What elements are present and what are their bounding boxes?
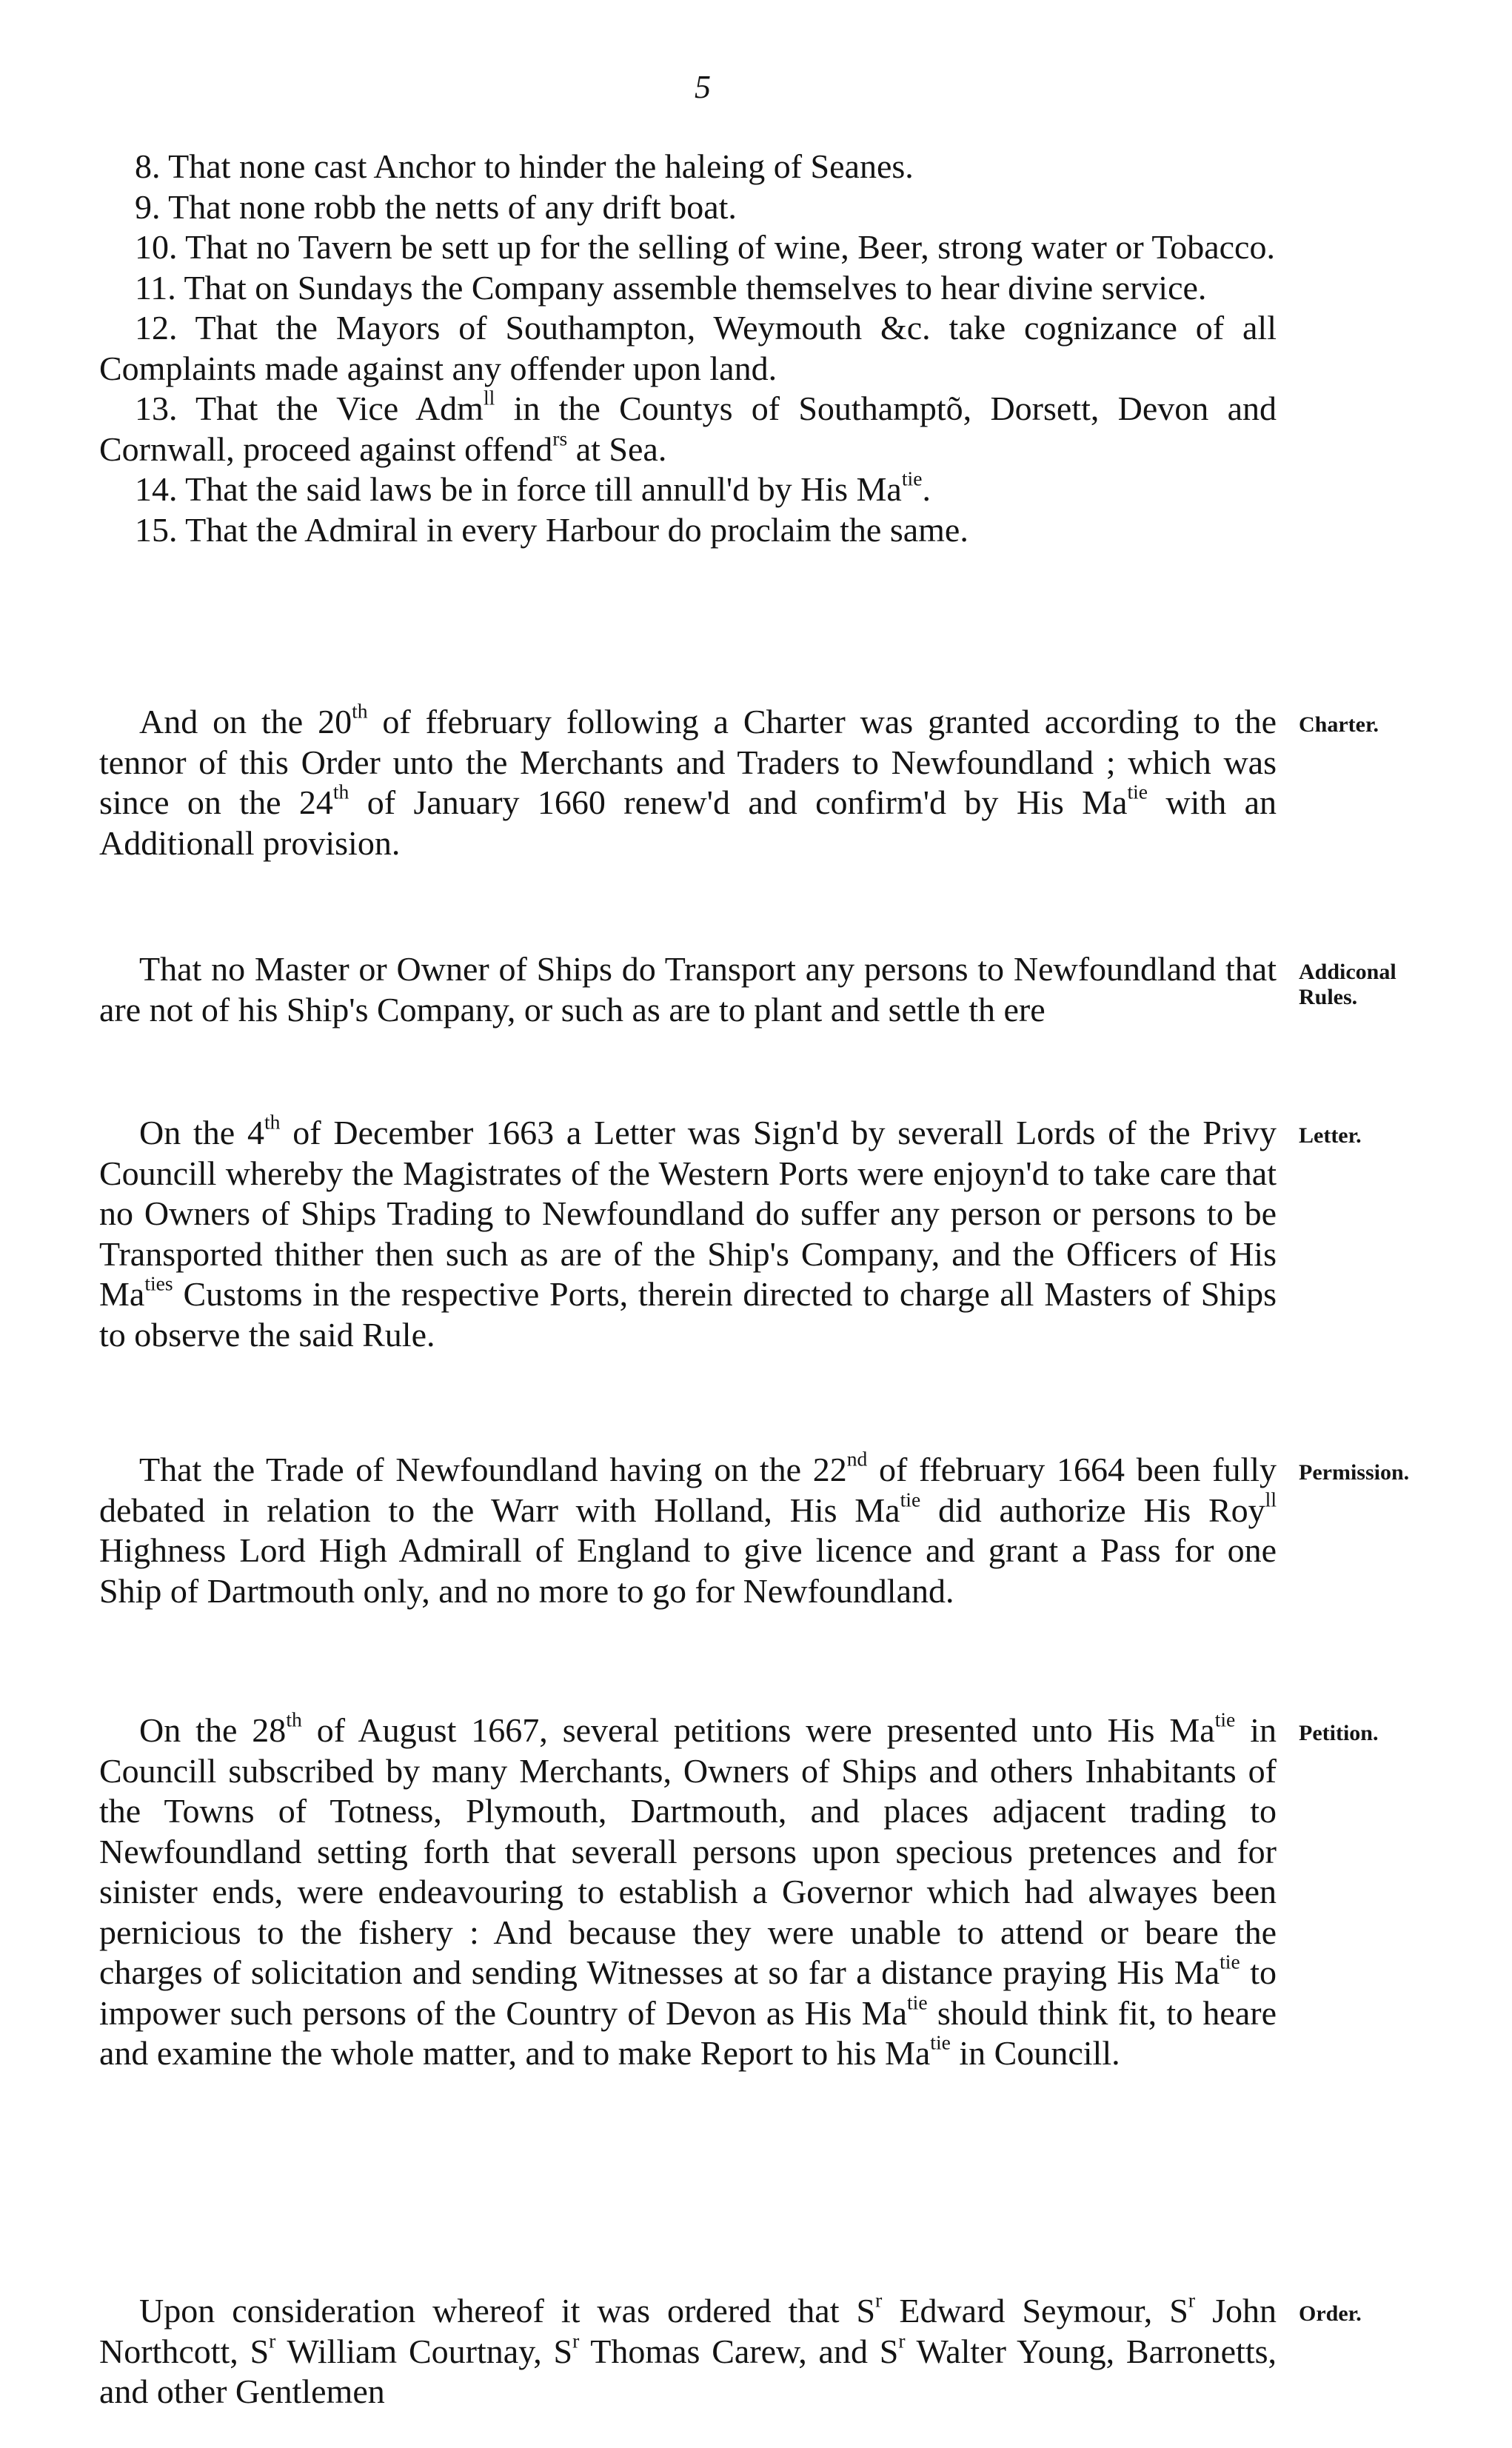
margin-note-letter: Letter. [1299,1123,1362,1148]
paragraph-order: Upon consideration whereof it was ordered that $S^r$ Edward Seymour, $S^r$ John Northcott, $S^r$ William Courtnay, $S^r$ Thomas Carew, and $S^r$ Walter Young, Barronetts, and other Gentlemen [99,2288,1277,2410]
margin-note-charter: Charter. [1299,712,1379,737]
margin-note-petition: Petition. [1299,1721,1379,1745]
paragraph-charter: And on the 20th of ffebruary following a Charter was granted according to the tennor of this Order unto the Merchants and Traders to Newfoundland ; which was since on the 24th of January 1660 renew'd and confirm'd by His $Ma^{tie}$ with an Additionall provision. [99,699,1277,862]
margin-note-order: Order. [1299,2301,1362,2326]
margin-note-rules: Addiconal Rules. [1299,960,1396,1009]
list-item: 8. That none cast Anchor to hinder the haleing of Seanes. [135,147,914,185]
margin-note-permission: Permission. [1299,1460,1410,1485]
list-item: 9. That none robb the netts of any drift boat. [135,187,737,226]
paragraph-permission: That the Trade of Newfoundland having on the 22nd of ffebruary 1664 been fully debated in relation to the Warr with Holland, His $Ma^{tie}$ did authorize His Roy$^{ll}$ Highness Lord High Admirall of England to give licence and grant a Pass for one Ship of Dartmouth only, and no more to go for Newfoundland. [99,1447,1277,1610]
list-item: 11. That on Sundays the Company assemble themselves to hear divine service. [135,268,1207,307]
list-item: 13. That the Vice Adm$^{ll}$ in the Countys of Southamptõ, Dorsett, Devon and Cornwall, proceed against offend$^{rs}$ at Sea. [99,386,1277,468]
list-item: 15. That the Admiral in every Harbour do proclaim the same. [135,510,969,549]
paragraph-rules: That no Master or Owner of Ships do Transport any persons to Newfoundland that are not of his Ship's Company, or such as are to plant and settle th ere [99,950,1277,1029]
numbered-list [99,147,1277,550]
list-item: 12. That the Mayors of Southampton, Weymouth &c. take cognizance of all Complaints made against any offender upon land. [99,309,1277,387]
paragraph-petition: On the 28th of August 1667, several petitions were presented unto His $Ma^{tie}$ in Councill subscribed by many Merchants, Owners of Ships and others Inhabitants of the Towns of Totness, Plymouth, Dartmouth, and places adjacent trading to Newfoundland setting forth that severall persons upon specious pretences and for sinister ends, were endeavouring to establish a Governor which had alwayes been pernicious to the fishery : And because they were unable to attend or beare the charges of solicitation and sending Witnesses at so far a distance praying His $Ma^{tie}$ to impower such persons of the Country of Devon as His $Ma^{tie}$ should think fit, to heare and examine the whole matter, and to make Report to his $Ma^{tie}$ in Councill. [99,1708,1277,2072]
paragraph-letter: On the 4th of December 1663 a Letter was Sign'd by severall Lords of the Privy Councill whereby the Magistrates of the Western Ports were enjoyn'd to take care that no Owners of Ships Trading to Newfoundland do suffer any person or persons to be Transported thither then such as are of the Ship's Company, and the Officers of His $Ma^{ties}$ Customs in the respective Ports, therein directed to charge all Masters of Ships to observe the said Rule. [99,1110,1277,1354]
page-number: 5 [695,69,711,105]
list-item: 14. That the said laws be in force till annull'd by His $Ma^{tie}$. [135,466,931,508]
list-item: 10. That no Tavern be sett up for the selling of wine, Beer, strong water or Tobacco. [135,228,1275,266]
